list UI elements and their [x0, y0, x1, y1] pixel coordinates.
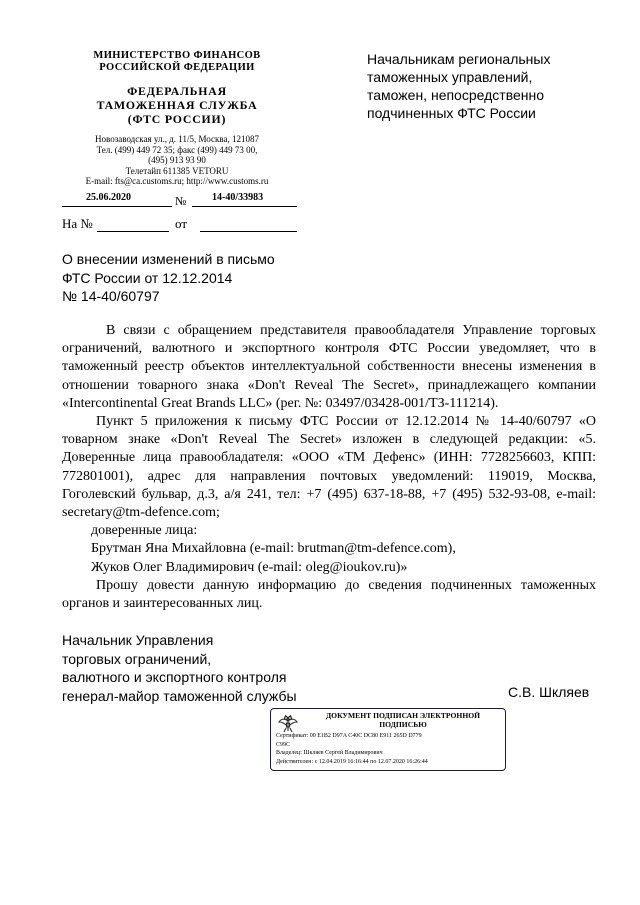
service-name: ФЕДЕРАЛЬНАЯ ТАМОЖЕННАЯ СЛУЖБА (ФТС РОССИИ) — [96, 84, 258, 126]
signatory-title: Начальник Управления торговых ограничений, валютного и экспортного контроля генерал-майор таможенной службы — [62, 632, 297, 704]
ministry-name: МИНИСТЕРСТВО ФИНАНСОВ РОССИЙСКОЙ ФЕДЕРАЦИИ — [93, 50, 261, 73]
certificate-line: Сертификат: 00 E1B2 D97A C40C DC80 E911 265D D779 — [276, 733, 422, 739]
owner-line: Владелец: Шкляев Сергей Владимирович — [276, 750, 383, 757]
number-underline — [192, 206, 297, 207]
paragraph: Брутман Яна Михайловна (e-mail: brutman@tm-defence.com), — [91, 541, 456, 557]
addressee: Начальникам региональных таможенных управлений, таможен, непосредственно подчиненных ФТС России — [367, 51, 551, 121]
outgoing-registration — [62, 192, 297, 210]
ref-number-label: На № — [62, 216, 93, 231]
subject: О внесении изменений в письмо ФТС России от 12.12.2014 № 14-40/60797 — [62, 251, 275, 304]
ref-number-underline — [97, 231, 169, 232]
document-date: 25.06.2020 — [86, 192, 131, 203]
date-underline — [62, 206, 172, 207]
document-number: 14-40/33983 — [212, 192, 264, 203]
certificate-details — [276, 732, 502, 766]
reference-registration — [62, 216, 297, 236]
ref-date-underline — [200, 231, 297, 232]
paragraph: Жуков Олег Владимирович (e-mail: oleg@ioukov.ru)» — [91, 559, 408, 575]
signatory-name: С.В. Шкляев — [508, 684, 590, 700]
paragraph: доверенные лица: — [91, 523, 198, 539]
e-signature-stamp — [270, 708, 506, 771]
paragraph: Пункт 5 приложения к письму ФТС России от 12.12.2014 № 14-40/60797 «О товарном знаке «Don't Reveal The Secret» изложен в следующей редакции: «5. Доверенные лица правообладателя: «ООО «ТМ Дефенс» (ИНН: 7728256603, КПП: 772801001), адрес для направления почтовых уведомлений: 119019, Москва, Гоголевский бульвар, д.3, а/я 241, тел: +7 (495) 637-18-88, +7 (495) 532-93-08, e-mail: secretary@tm-defence.com; — [62, 414, 596, 521]
contact-block: Новозаводская ул., д. 11/5, Москва, 121087 Тел. (499) 449 72 35; факс (499) 449 73 00, (495) 913 93 90 Телетайп 611385 VETORU E-mail: fts@ca.customs.ru; http://www.customs.ru — [85, 134, 269, 186]
letter-body — [62, 322, 596, 613]
letterhead — [62, 50, 292, 187]
number-label: № — [175, 194, 187, 208]
validity-line: Действителен: с 12.04.2019 16:16:44 по 12.07.2020 16:26:44 — [276, 758, 428, 765]
paragraph: Прошу довести данную информацию до сведения подчиненных таможенных органов и заинтересованных лиц. — [62, 577, 596, 612]
paragraph: В связи с обращением представителя правообладателя Управление торговых ограничений, валютного и экспортного контроля ФТС России уведомляет, что в таможенный реестр объектов интеллектуальной собственности внесены изменения в отношении товарного знака «Don't Reveal The Secret», принадлежащего компании «Intercontinental Great Brands LLC» (рег. №: 03497/03428-001/ТЗ-111214). — [62, 323, 596, 411]
certificate-line: C99C — [276, 741, 291, 748]
ref-date-label: от — [175, 216, 188, 231]
stamp-heading: ДОКУМЕНТ ПОДПИСАН ЭЛЕКТРОННОЙ ПОДПИСЬЮ — [325, 711, 481, 729]
